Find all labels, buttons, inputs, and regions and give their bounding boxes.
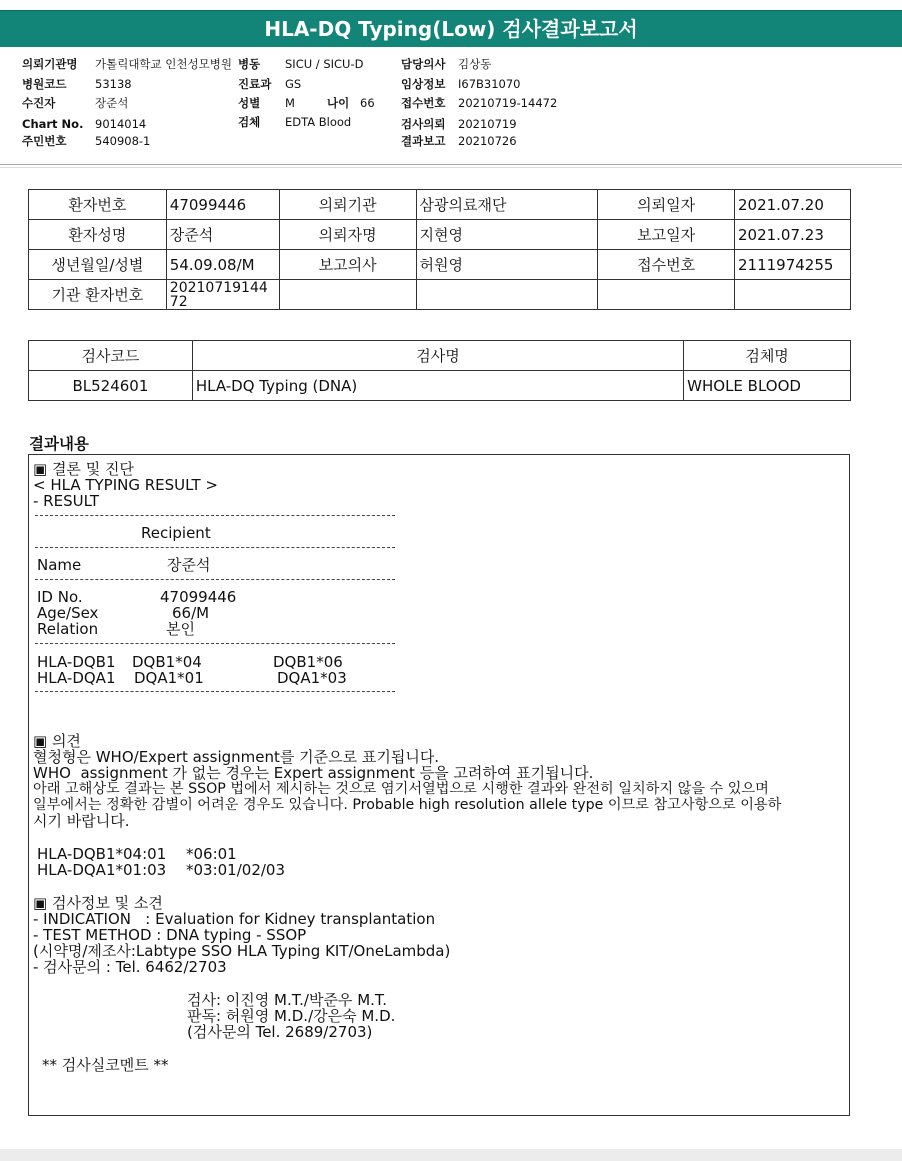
table-cell: BL524601 — [29, 371, 193, 401]
info-heading: ▣ 검사정보 및 소견 — [33, 894, 163, 912]
header-divider-shadow — [0, 167, 902, 168]
info-line: - INDICATION : Evaluation for Kidney transplantation — [33, 910, 436, 928]
dqb1-allele-2: DQB1*06 — [273, 653, 343, 671]
table-cell: 2111974255 — [734, 250, 850, 280]
table-row — [29, 250, 851, 280]
id-label: ID No. — [37, 588, 83, 606]
opinion-heading: ▣ 의견 — [33, 732, 81, 750]
header-label-chart-no: Chart No. — [22, 117, 84, 131]
opinion-line: 시기 바랍니다. — [33, 812, 130, 830]
header-value-institution: 가톨릭대학교 인천성모병원 — [95, 57, 232, 71]
separator-line — [35, 547, 395, 548]
name-value: 장준석 — [167, 556, 211, 574]
header-label-receipt-no: 접수번호 — [401, 96, 446, 110]
result-label: - RESULT — [33, 492, 100, 510]
table-cell: 환자성명 — [29, 220, 167, 250]
table-cell: 접수번호 — [598, 250, 735, 280]
table-cell: 보고일자 — [598, 220, 735, 250]
table-cell — [279, 280, 416, 310]
column-header: 검사명 — [192, 341, 683, 371]
dqa1-locus: HLA-DQA1 — [37, 669, 116, 687]
separator-line — [35, 515, 395, 516]
hires-dqb1-locus: HLA-DQB1*04:01 — [37, 845, 167, 863]
separator-line — [35, 691, 395, 692]
header-value-report-date: 20210726 — [458, 134, 517, 148]
table-row — [29, 371, 851, 401]
table-cell: 보고의사 — [279, 250, 416, 280]
table-row — [29, 280, 851, 310]
bottom-bar — [0, 1149, 902, 1161]
header-label-age: 나이 — [327, 96, 350, 110]
table-cell: 2021.07.23 — [734, 220, 850, 250]
header-label-sex: 성별 — [238, 96, 261, 110]
header-label-specimen: 검체 — [238, 115, 261, 129]
header-value-department: GS — [285, 77, 302, 91]
table-cell: 삼광의료재단 — [416, 190, 598, 220]
info-line: - TEST METHOD : DNA typing - SSOP — [33, 926, 307, 944]
test-info-table — [28, 340, 851, 401]
header-value-age: 66 — [360, 96, 375, 110]
table-row — [29, 220, 851, 250]
opinion-line: 일부에서는 정확한 감별이 어려운 경우도 있습니다. Probable high resolution allele type 이므로 참고사항으로 이용하 — [33, 797, 782, 813]
table-row — [29, 190, 851, 220]
header-label-resident-no: 주민번호 — [22, 134, 67, 148]
lab-comment-heading: ** 검사실코멘트 ** — [42, 1056, 169, 1074]
table-cell — [598, 280, 735, 310]
results-section-title: 결과내용 — [29, 435, 89, 453]
results-box — [28, 454, 850, 1116]
table-cell — [416, 280, 598, 310]
signature-line: 검사: 이진영 M.T./박준우 M.T. — [187, 991, 388, 1009]
hires-dqb1-second: *06:01 — [186, 845, 237, 863]
table-cell: 2021.07.20 — [734, 190, 850, 220]
info-line: (시약명/제조사:Labtype SSO HLA Typing KIT/OneLambda) — [33, 942, 451, 960]
table-cell: 54.09.08/M — [166, 250, 279, 280]
header-value-sex: M — [285, 96, 295, 110]
relation-value: 본인 — [166, 620, 195, 638]
header-value-hospital-code: 53138 — [95, 77, 132, 91]
header-value-patient: 장준석 — [95, 96, 129, 110]
separator-line — [35, 643, 395, 644]
relation-label: Relation — [37, 620, 99, 638]
table-cell: 의뢰자명 — [279, 220, 416, 250]
table-cell: 장준석 — [166, 220, 279, 250]
title-banner — [0, 10, 902, 47]
age-sex-label: Age/Sex — [37, 604, 99, 622]
table-cell — [734, 280, 850, 310]
header-label-hospital-code: 병원코드 — [22, 77, 67, 91]
header-label-report-date: 결과보고 — [401, 134, 446, 148]
header-value-doctor: 김상동 — [458, 57, 492, 71]
header-label-ward: 병동 — [238, 57, 261, 71]
opinion-line: 아래 고해상도 결과는 본 SSOP 법에서 제시하는 것으로 염기서열법으로 시행한 결과와 완전히 일치하지 않을 수 있으며 — [33, 781, 769, 797]
column-header: 검사코드 — [29, 341, 193, 371]
dqa1-allele-1: DQA1*01 — [134, 669, 204, 687]
report-title: HLA-DQ Typing(Low) 검사결과보고서 — [264, 17, 638, 41]
dqb1-locus: HLA-DQB1 — [37, 653, 116, 671]
table-header-row — [29, 341, 851, 371]
table-cell: 의뢰기관 — [279, 190, 416, 220]
header-label-department: 진료과 — [238, 77, 272, 91]
id-value: 47099446 — [160, 588, 237, 606]
recipient-label: Recipient — [141, 524, 211, 542]
table-cell: 환자번호 — [29, 190, 167, 220]
header-divider — [0, 164, 902, 165]
signature-line: (검사문의 Tel. 2689/2703) — [187, 1023, 373, 1041]
header-value-request-date: 20210719 — [458, 117, 517, 131]
header-value-resident-no: 540908-1 — [95, 134, 151, 148]
header-label-doctor: 담당의사 — [401, 57, 446, 71]
header-value-specimen: EDTA Blood — [285, 115, 352, 129]
dqb1-allele-1: DQB1*04 — [132, 653, 202, 671]
name-label: Name — [37, 556, 82, 574]
table-cell: 생년월일/성별 — [29, 250, 167, 280]
patient-info-table — [28, 189, 851, 310]
table-cell: 기관 환자번호 — [29, 280, 167, 310]
header-label-clinical-info: 임상정보 — [401, 77, 446, 91]
dqa1-allele-2: DQA1*03 — [277, 669, 347, 687]
header-label-institution: 의뢰기관명 — [22, 57, 78, 71]
typing-result-heading: < HLA TYPING RESULT > — [33, 476, 218, 494]
table-cell: 지현영 — [416, 220, 598, 250]
opinion-line: WHO assignment 가 없는 경우는 Expert assignment 등을 고려하여 표기됩니다. — [33, 764, 594, 782]
table-cell: HLA-DQ Typing (DNA) — [192, 371, 683, 401]
separator-line — [35, 579, 395, 580]
age-sex-value: 66/M — [172, 604, 210, 622]
hires-dqa1-locus: HLA-DQA1*01:03 — [37, 861, 167, 879]
header-value-clinical-info: I67B31070 — [458, 77, 521, 91]
header-value-ward: SICU / SICU-D — [285, 57, 364, 71]
table-cell: 20210719144 72 — [166, 280, 279, 310]
info-line: - 검사문의 : Tel. 6462/2703 — [33, 958, 227, 976]
opinion-line: 혈청형은 WHO/Expert assignment를 기준으로 표기됩니다. — [33, 748, 440, 766]
table-cell: 허원영 — [416, 250, 598, 280]
column-header: 검체명 — [684, 341, 851, 371]
hires-dqa1-second: *03:01/02/03 — [186, 861, 286, 879]
header-label-patient: 수진자 — [22, 96, 56, 110]
table-cell: 의뢰일자 — [598, 190, 735, 220]
header-value-chart-no: 9014014 — [95, 117, 147, 131]
table-cell: 47099446 — [166, 190, 279, 220]
signature-line: 판독: 허원영 M.D./강은숙 M.D. — [187, 1007, 396, 1025]
header-value-receipt-no: 20210719-14472 — [458, 96, 558, 110]
table-cell: WHOLE BLOOD — [684, 371, 851, 401]
header-label-request-date: 검사의뢰 — [401, 117, 446, 131]
conclusion-heading: ▣ 결론 및 진단 — [33, 460, 134, 478]
